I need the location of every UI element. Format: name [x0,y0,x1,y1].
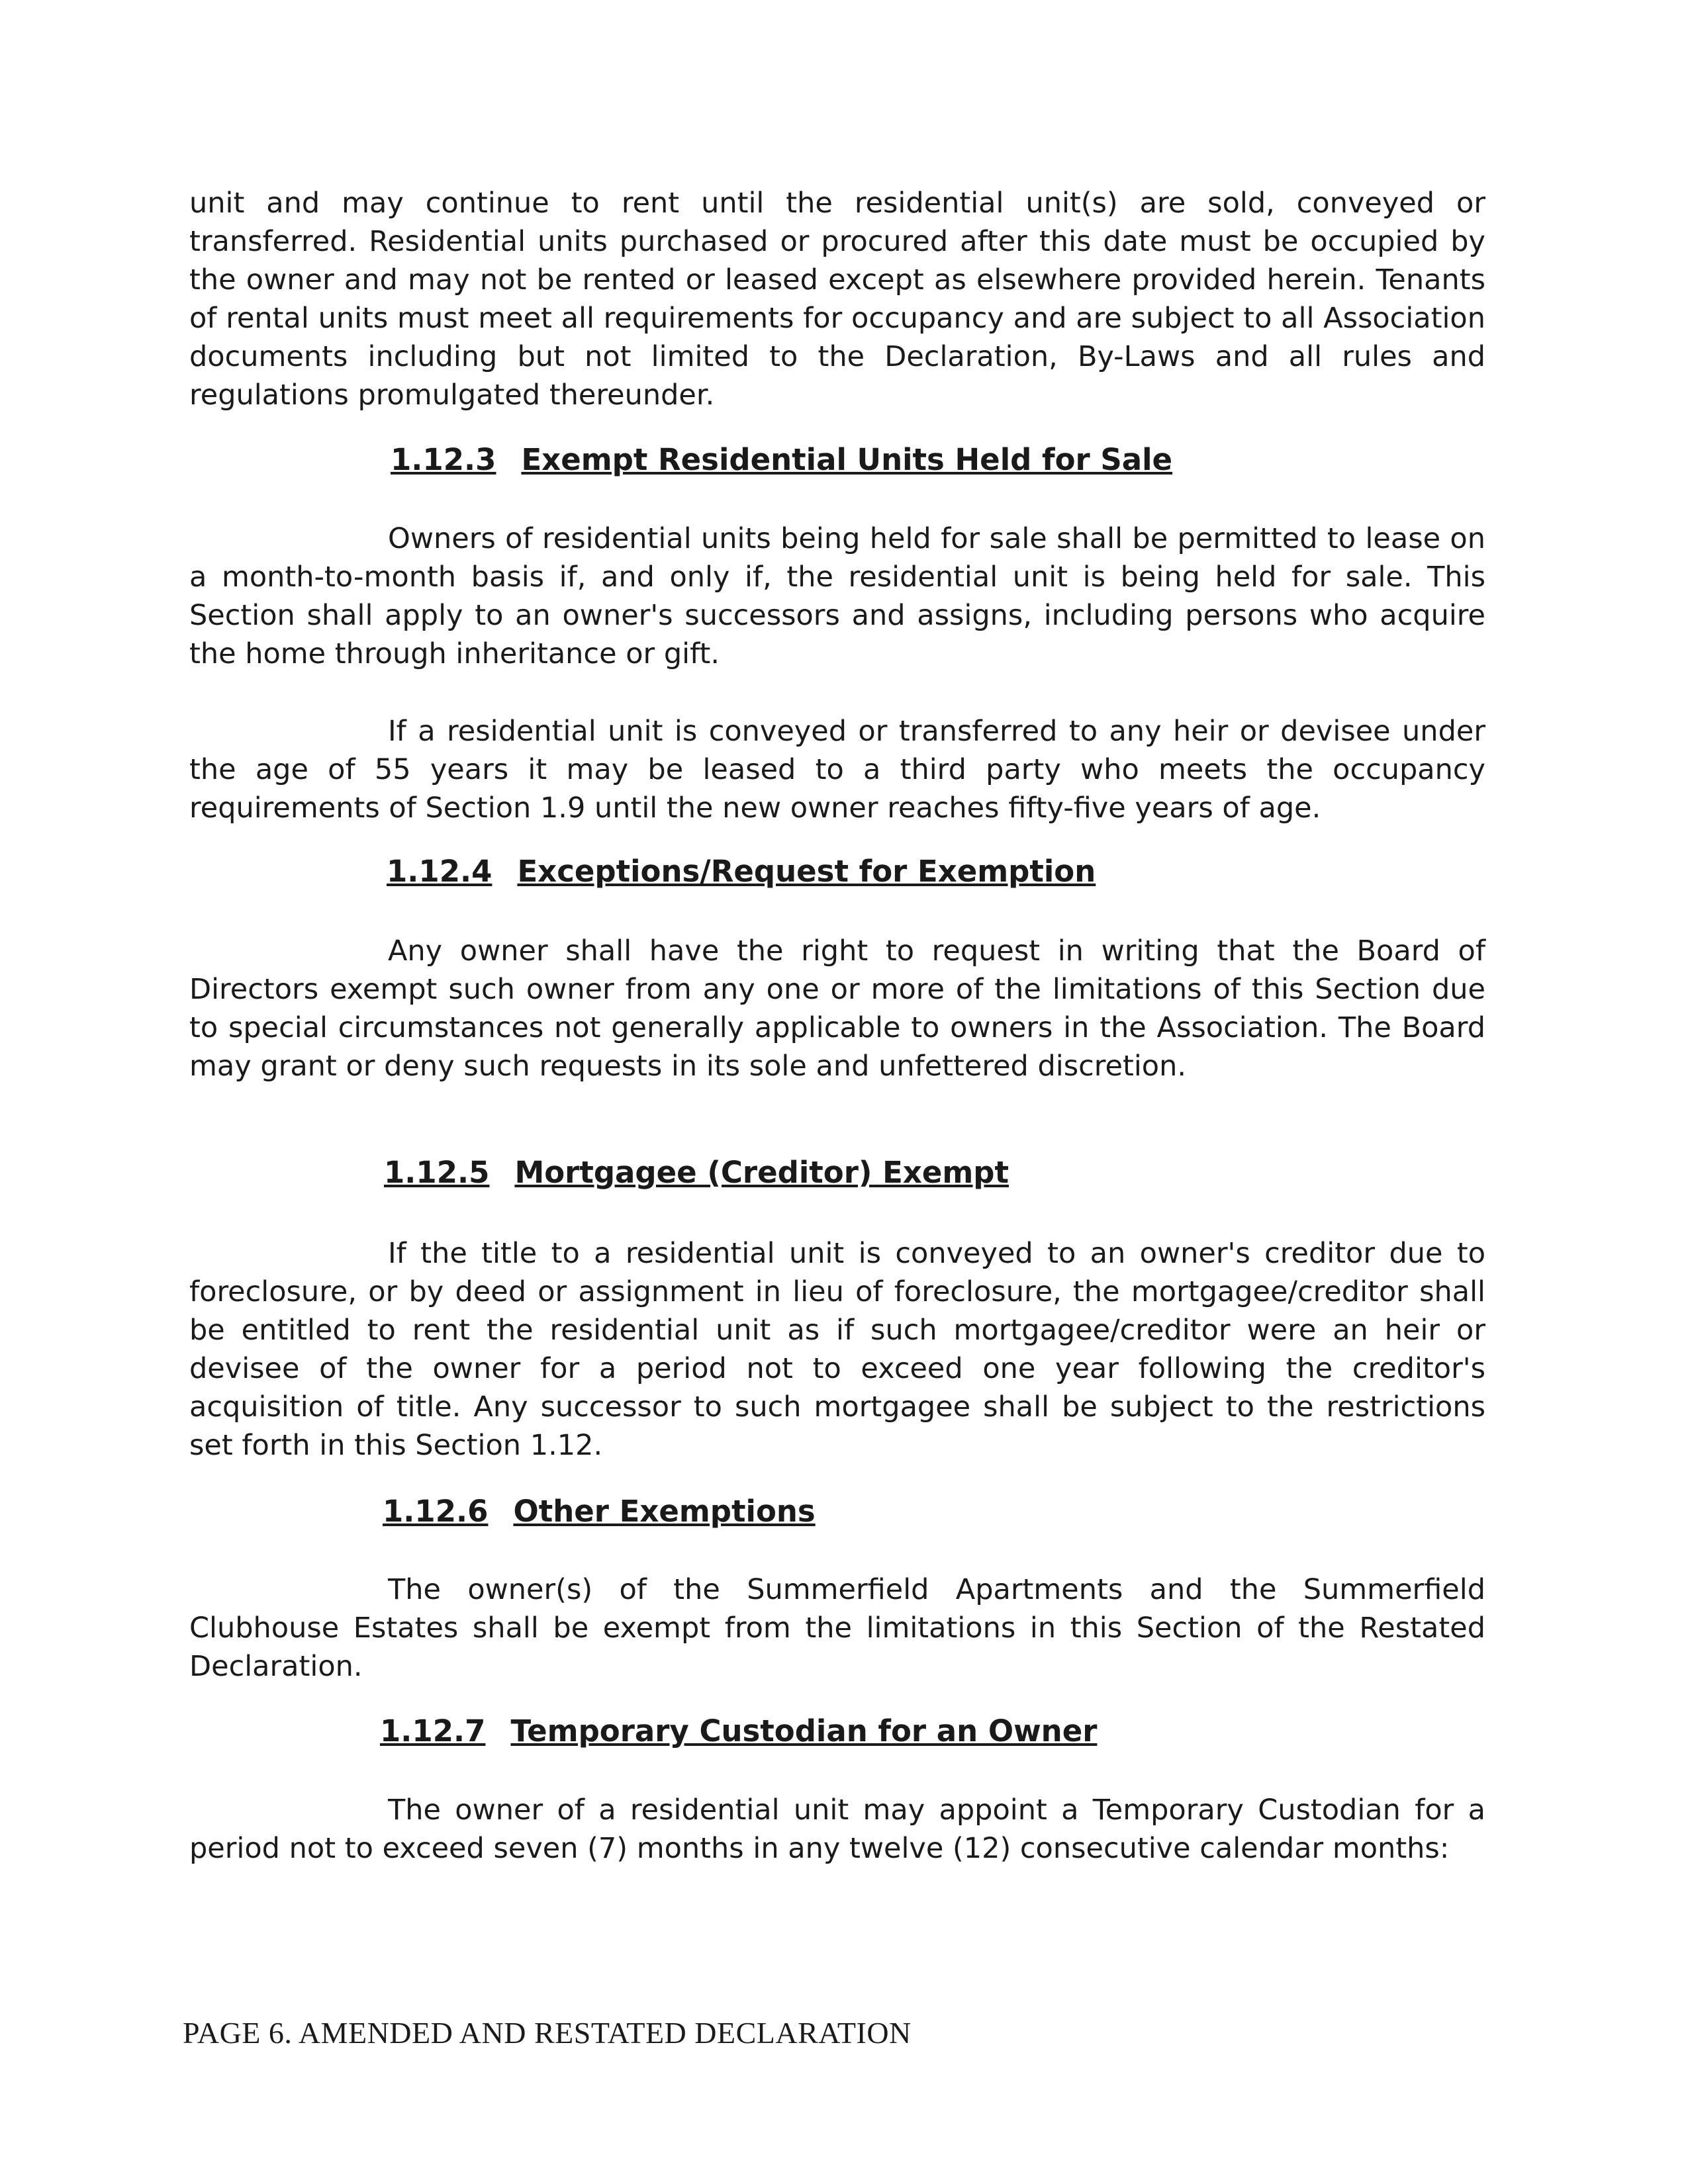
paragraph-mortgagee: If the title to a residential unit is conveyed to an owner's creditor due to foreclosure, or by deed or assignment in lieu of foreclosure, the mortgagee/creditor shall be entitled to rent the residential unit as if such mortgagee/creditor were an heir or devisee of the owner for a period not to exceed one year following the creditor's acquisition of title. Any successor to such mortgagee shall be subject to the restrictions set forth in this Section 1.12. [189,1237,1485,1462]
section-title: Other Exemptions [513,1494,816,1529]
section-number: 1.12.7 [380,1713,486,1749]
paragraph-held-for-sale: Owners of residential units being held for sale shall be permitted to lease on a month-to-month basis if, and only if, the residential unit is being held for sale. This Section shall apply to an owner's successors and assigns, including persons who acquire the home through inheritance or gift. [189,522,1485,670]
section-title: Exempt Residential Units Held for Sale [521,442,1173,477]
paragraph-request-exemption: Any owner shall have the right to request in writing that the Board of Directors exempt such owner from any one or more of the limitations of this Section due to special circumstances not generally applicable to owners in the Association. The Board may grant or deny such requests in its sole and unfettered discretion. [189,934,1485,1083]
section-title: Mortgagee (Creditor) Exempt [514,1155,1009,1190]
section-heading-1-12-4 [387,854,1096,889]
section-title: Temporary Custodian for an Owner [510,1713,1098,1749]
paragraph-heir-devisee: If a residential unit is conveyed or transferred to any heir or devisee under the age of 55 years it may be leased to a third party who meets the occupancy requirements of Section 1.9 until the new owner reaches fifty-five years of age. [189,715,1485,825]
paragraph-temporary-custodian: The owner of a residential unit may appoint a Temporary Custodian for a period not to exceed seven (7) months in any twelve (12) consecutive calendar months: [189,1794,1485,1865]
section-heading-1-12-7 [380,1713,1097,1749]
section-number: 1.12.6 [383,1494,489,1529]
page-footer: PAGE 6. AMENDED AND RESTATED DECLARATION [183,2016,912,2050]
section-title: Exceptions/Request for Exemption [517,854,1096,889]
paragraph-other-exemptions: The owner(s) of the Summerfield Apartments and the Summerfield Clubhouse Estates shall be exempt from the limitations in this Section of the Restated Declaration. [189,1573,1485,1683]
section-heading-1-12-5 [384,1155,1009,1190]
section-number: 1.12.4 [387,854,492,889]
section-heading-1-12-6 [383,1494,816,1529]
section-number: 1.12.3 [391,442,496,477]
section-heading-1-12-3 [391,442,1172,477]
opening-paragraph: unit and may continue to rent until the residential unit(s) are sold, conveyed or transferred. Residential units purchased or procured after this date must be occupied by the owner and may not be rented or leased except as elsewhere provided herein. Tenants of rental units must meet all requirements for occupancy and are subject to all Association documents including but not limited to the Declaration, By-Laws and all rules and regulations promulgated thereunder. [189,187,1485,412]
section-number: 1.12.5 [384,1155,490,1190]
